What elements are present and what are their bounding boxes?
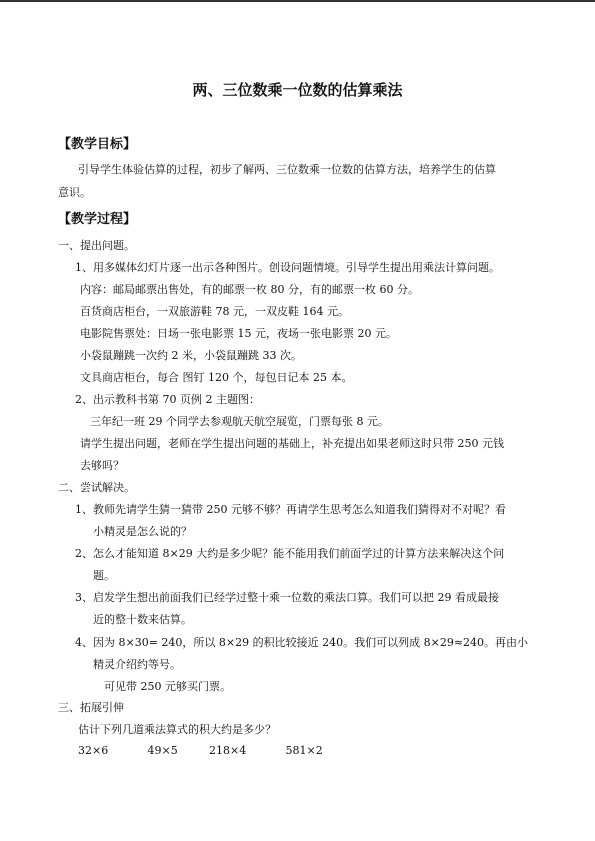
section-1-item-1: 1、用多媒体幻灯片逐一出示各种图片。创设问题情境。引导学生提出用乘法计算问题。: [75, 261, 500, 274]
section-2-item-2-line-1: 2、怎么才能知道 8×29 大约是多少呢？能不能用我们前面学过的计算方法来解决这个问: [75, 547, 505, 560]
content-line: 小袋鼠蹦跳一次约 2 米，小袋鼠蹦跳 33 次。: [80, 349, 302, 362]
section-2-conclusion: 可见带 250 元够买门票。: [104, 680, 231, 693]
content-line: 电影院售票处：日场一张电影票 15 元，夜场一张电影票 20 元。: [80, 327, 397, 340]
section-2-item-4-line-1: 4、因为 8×30= 240，所以 8×29 的积比较接近 240。我们可以列成 8×29≈240。再由小: [75, 636, 529, 649]
section-2-item-3-line-1: 3、启发学生想出前面我们已经学过整十乘一位数的乘法口算。我们可以把 29 看成最接: [75, 591, 499, 604]
section-2-item-1-line-2: 小精灵是怎么说的？: [93, 525, 192, 538]
objectives-text-line-1: 引导学生体验估算的过程，初步了解两、三位数乘一位数的估算方法，培养学生的估算: [78, 163, 496, 176]
section-1-item-2-detail: 三年纪一班 29 个同学去参观航天航空展览，门票每张 8 元。: [90, 415, 389, 428]
objectives-text-line-2: 意识。: [58, 186, 91, 199]
section-2-title: 二、尝试解决。: [58, 481, 135, 494]
exercise-item: 218×4: [209, 744, 247, 757]
content-line: 内容：邮局邮票出售处，有的邮票一枚 80 分，有的邮票一枚 60 分。: [80, 283, 419, 296]
exercise-row: [78, 744, 323, 757]
section-1-title: 一、提出问题。: [58, 239, 135, 252]
exercise-item: 49×5: [147, 744, 178, 757]
content-line: 文具商店柜台，每合 图钉 120 个，每包日记本 25 本。: [80, 371, 353, 384]
process-heading: 【教学过程】: [58, 212, 137, 227]
section-1-question-line-2: 去够吗？: [80, 459, 124, 472]
exercise-item: 581×2: [285, 744, 323, 757]
exercise-item: 32×6: [78, 744, 109, 757]
section-2-item-2-line-2: 题。: [93, 569, 115, 582]
section-1-question-line-1: 请学生提出问题，老师在学生提出问题的基础上，补充提出如果老师这时只带 250 元钱: [80, 437, 504, 450]
section-1-item-2: 2、出示教科书第 70 页例 2 主题图：: [75, 393, 260, 406]
document-title: 两、三位数乘一位数的估算乘法: [192, 81, 403, 99]
section-3-title: 三、拓展引伸: [58, 701, 124, 714]
content-line: 百货商店柜台，一双旅游鞋 78 元，一双皮鞋 164 元。: [80, 305, 349, 318]
section-2-item-3-line-2: 近的整十数来估算。: [93, 613, 192, 626]
section-2-item-1-line-1: 1、教师先请学生猜一猜带 250 元够不够？再请学生思考怎么知道我们猜得对不对呢？看: [75, 503, 506, 516]
section-2-item-4-line-2: 精灵介绍约等号。: [93, 658, 181, 671]
section-3-prompt: 估计下列几道乘法算式的积大约是多少？: [78, 723, 276, 736]
objectives-heading: 【教学目标】: [58, 137, 137, 152]
